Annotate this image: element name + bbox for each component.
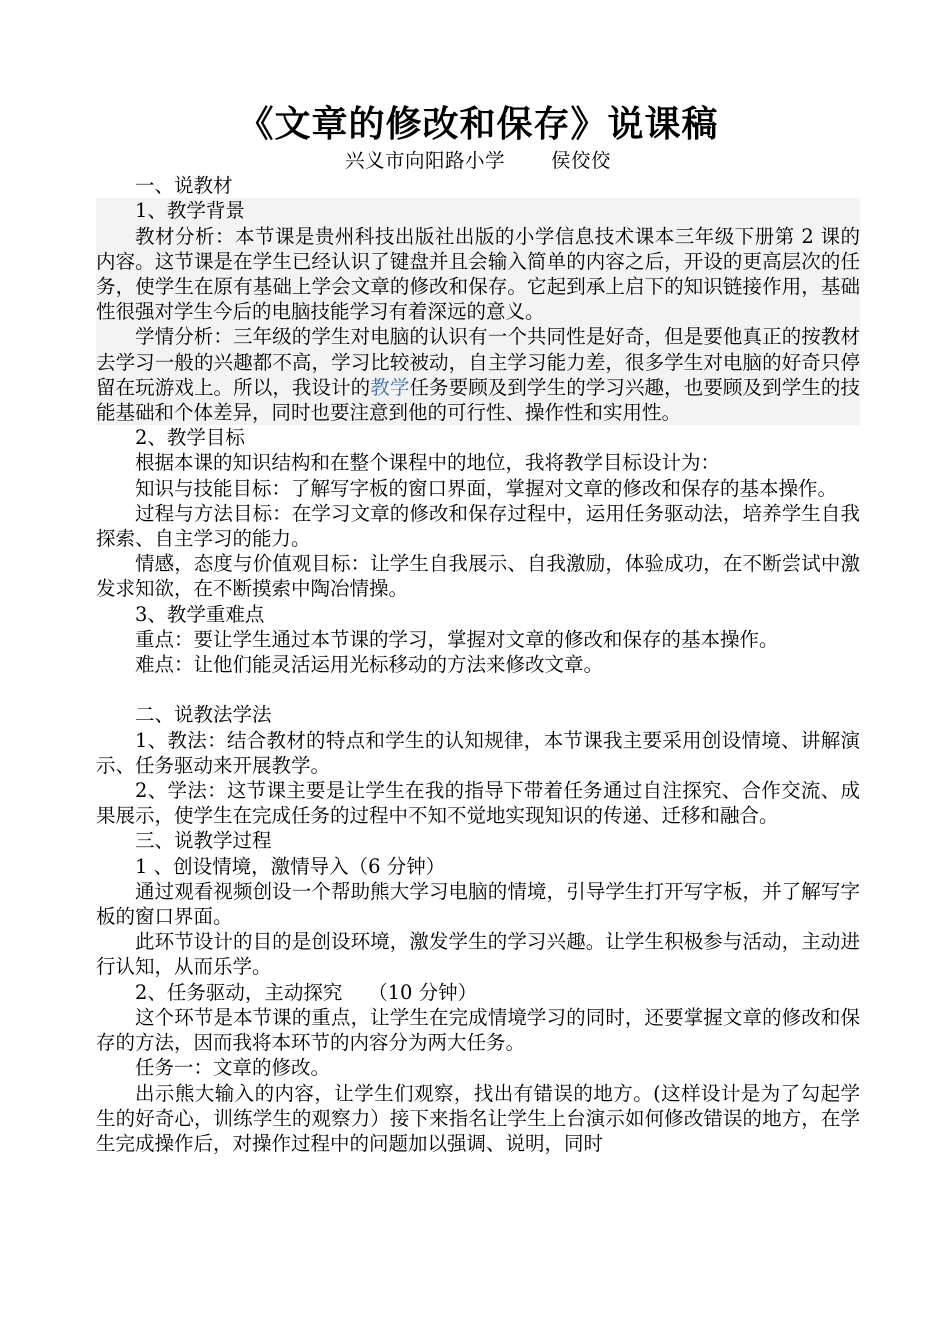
author-school: 兴义市向阳路小学 [344, 149, 505, 172]
paragraph-task-one-detail: 出示熊大输入的内容，让学生们观察，找出有错误的地方。(这样设计是为了勾起学生的好奇心，训练学生的观察力）接下来指名让学生上台演示如何修改错误的地方，在学生完成操作后，对操作过程中的问题加以强调、说明，同时 [96, 1081, 860, 1155]
shaded-block [96, 198, 860, 425]
subheading-teaching-background: 1、教学背景 [135, 199, 245, 223]
paragraph-teaching-method: 1、教法：结合教材的特点和学生的认知规律，本节课我主要采用创设情境、讲解演示、任务驱动来开展教学。 [96, 728, 860, 777]
student-analysis-text-a: 学情分析：三年级的学生对电脑的认识有一个共同性是好奇，但是要他真正的按教材去学习一般的兴趣都不高，学习比较被动，自主学习能力差，很多学生对电脑的好奇只停留在玩游戏上。所以，我设计的 [96, 325, 860, 399]
teaching-link[interactable]: 教学 [370, 375, 410, 399]
subheading-teaching-goals: 2、教学目标 [135, 426, 245, 450]
document-page [96, 100, 860, 1156]
author-line [96, 148, 860, 173]
paragraph-student-analysis [96, 324, 860, 425]
section-heading-2: 二、说教法学法 [135, 703, 272, 727]
subheading-key-points: 3、教学重难点 [135, 602, 265, 626]
paragraph-goals-intro: 根据本课的知识结构和在整个课程中的地位，我将教学目标设计为： [135, 451, 721, 475]
paragraph-difficult-point: 难点：让他们能灵活运用光标移动的方法来修改文章。 [135, 653, 604, 677]
paragraph-task-driven: 这个环节是本节课的重点，让学生在完成情境学习的同时，还要掌握文章的修改和保存的方法，因而我将本环节的内容分为两大任务。 [96, 1005, 860, 1055]
paragraph-knowledge-goal: 知识与技能目标：了解写字板的窗口界面，掌握对文章的修改和保存的基本操作。 [135, 476, 838, 500]
subheading-task-driven: 2、任务驱动，主动探究 （10 分钟） [135, 980, 478, 1004]
section-heading-3: 三、说教学过程 [135, 829, 272, 853]
paragraph-key-point: 重点：要让学生通过本节课的学习，掌握对文章的修改和保存的基本操作。 [135, 627, 779, 651]
paragraph-textbook-analysis: 教材分析：本节课是贵州科技出版社出版的小学信息技术课本三年级下册第 2 课的内容。这节课是在学生已经认识了键盘并且会输入简单的内容之后，开设的更高层次的任务，使学生在原有基础上学会文章的修改和保存。它起到承上启下的知识链接作用，基础性很强对学生今后的电脑技能学习有着深远的意义。 [96, 224, 860, 324]
paragraph-emotion-goal: 情感，态度与价值观目标：让学生自我展示、自我激励，体验成功，在不断尝试中激发求知欲，在不断摸索中陶冶情操。 [96, 552, 860, 601]
paragraph-learning-method: 2、学法：这节课主要是让学生在我的指导下带着任务通过自注探究、合作交流、成果展示，使学生在完成任务的过程中不知不觉地实现知识的传递、迁移和融合。 [96, 779, 860, 828]
author-name: 侯佼佼 [551, 149, 612, 172]
student-analysis-text-b: 任务要顾及到学生的学习兴趣，也要顾及到学生的技能基础和个体差异，同时也要注意到他的可行性、操作性和实用性。 [96, 375, 860, 425]
section-heading-1: 一、说教材 [135, 174, 233, 198]
paragraph-situation-2: 此环节设计的目的是创设环境，激发学生的学习兴趣。让学生积极参与活动，主动进行认知，从而乐学。 [96, 930, 860, 979]
subheading-situation: 1 、创设情境，激情导入（6 分钟） [135, 854, 446, 878]
blank-line [96, 677, 860, 702]
paragraph-situation-1: 通过观看视频创设一个帮助熊大学习电脑的情境，引导学生打开写字板，并了解写字板的窗口界面。 [96, 879, 860, 929]
paragraph-task-one: 任务一：文章的修改。 [135, 1056, 331, 1080]
paragraph-process-goal: 过程与方法目标：在学习文章的修改和保存过程中，运用任务驱动法，培养学生自我探索、自主学习的能力。 [96, 501, 860, 551]
document-title: 《文章的修改和保存》说课稿 [237, 104, 719, 145]
